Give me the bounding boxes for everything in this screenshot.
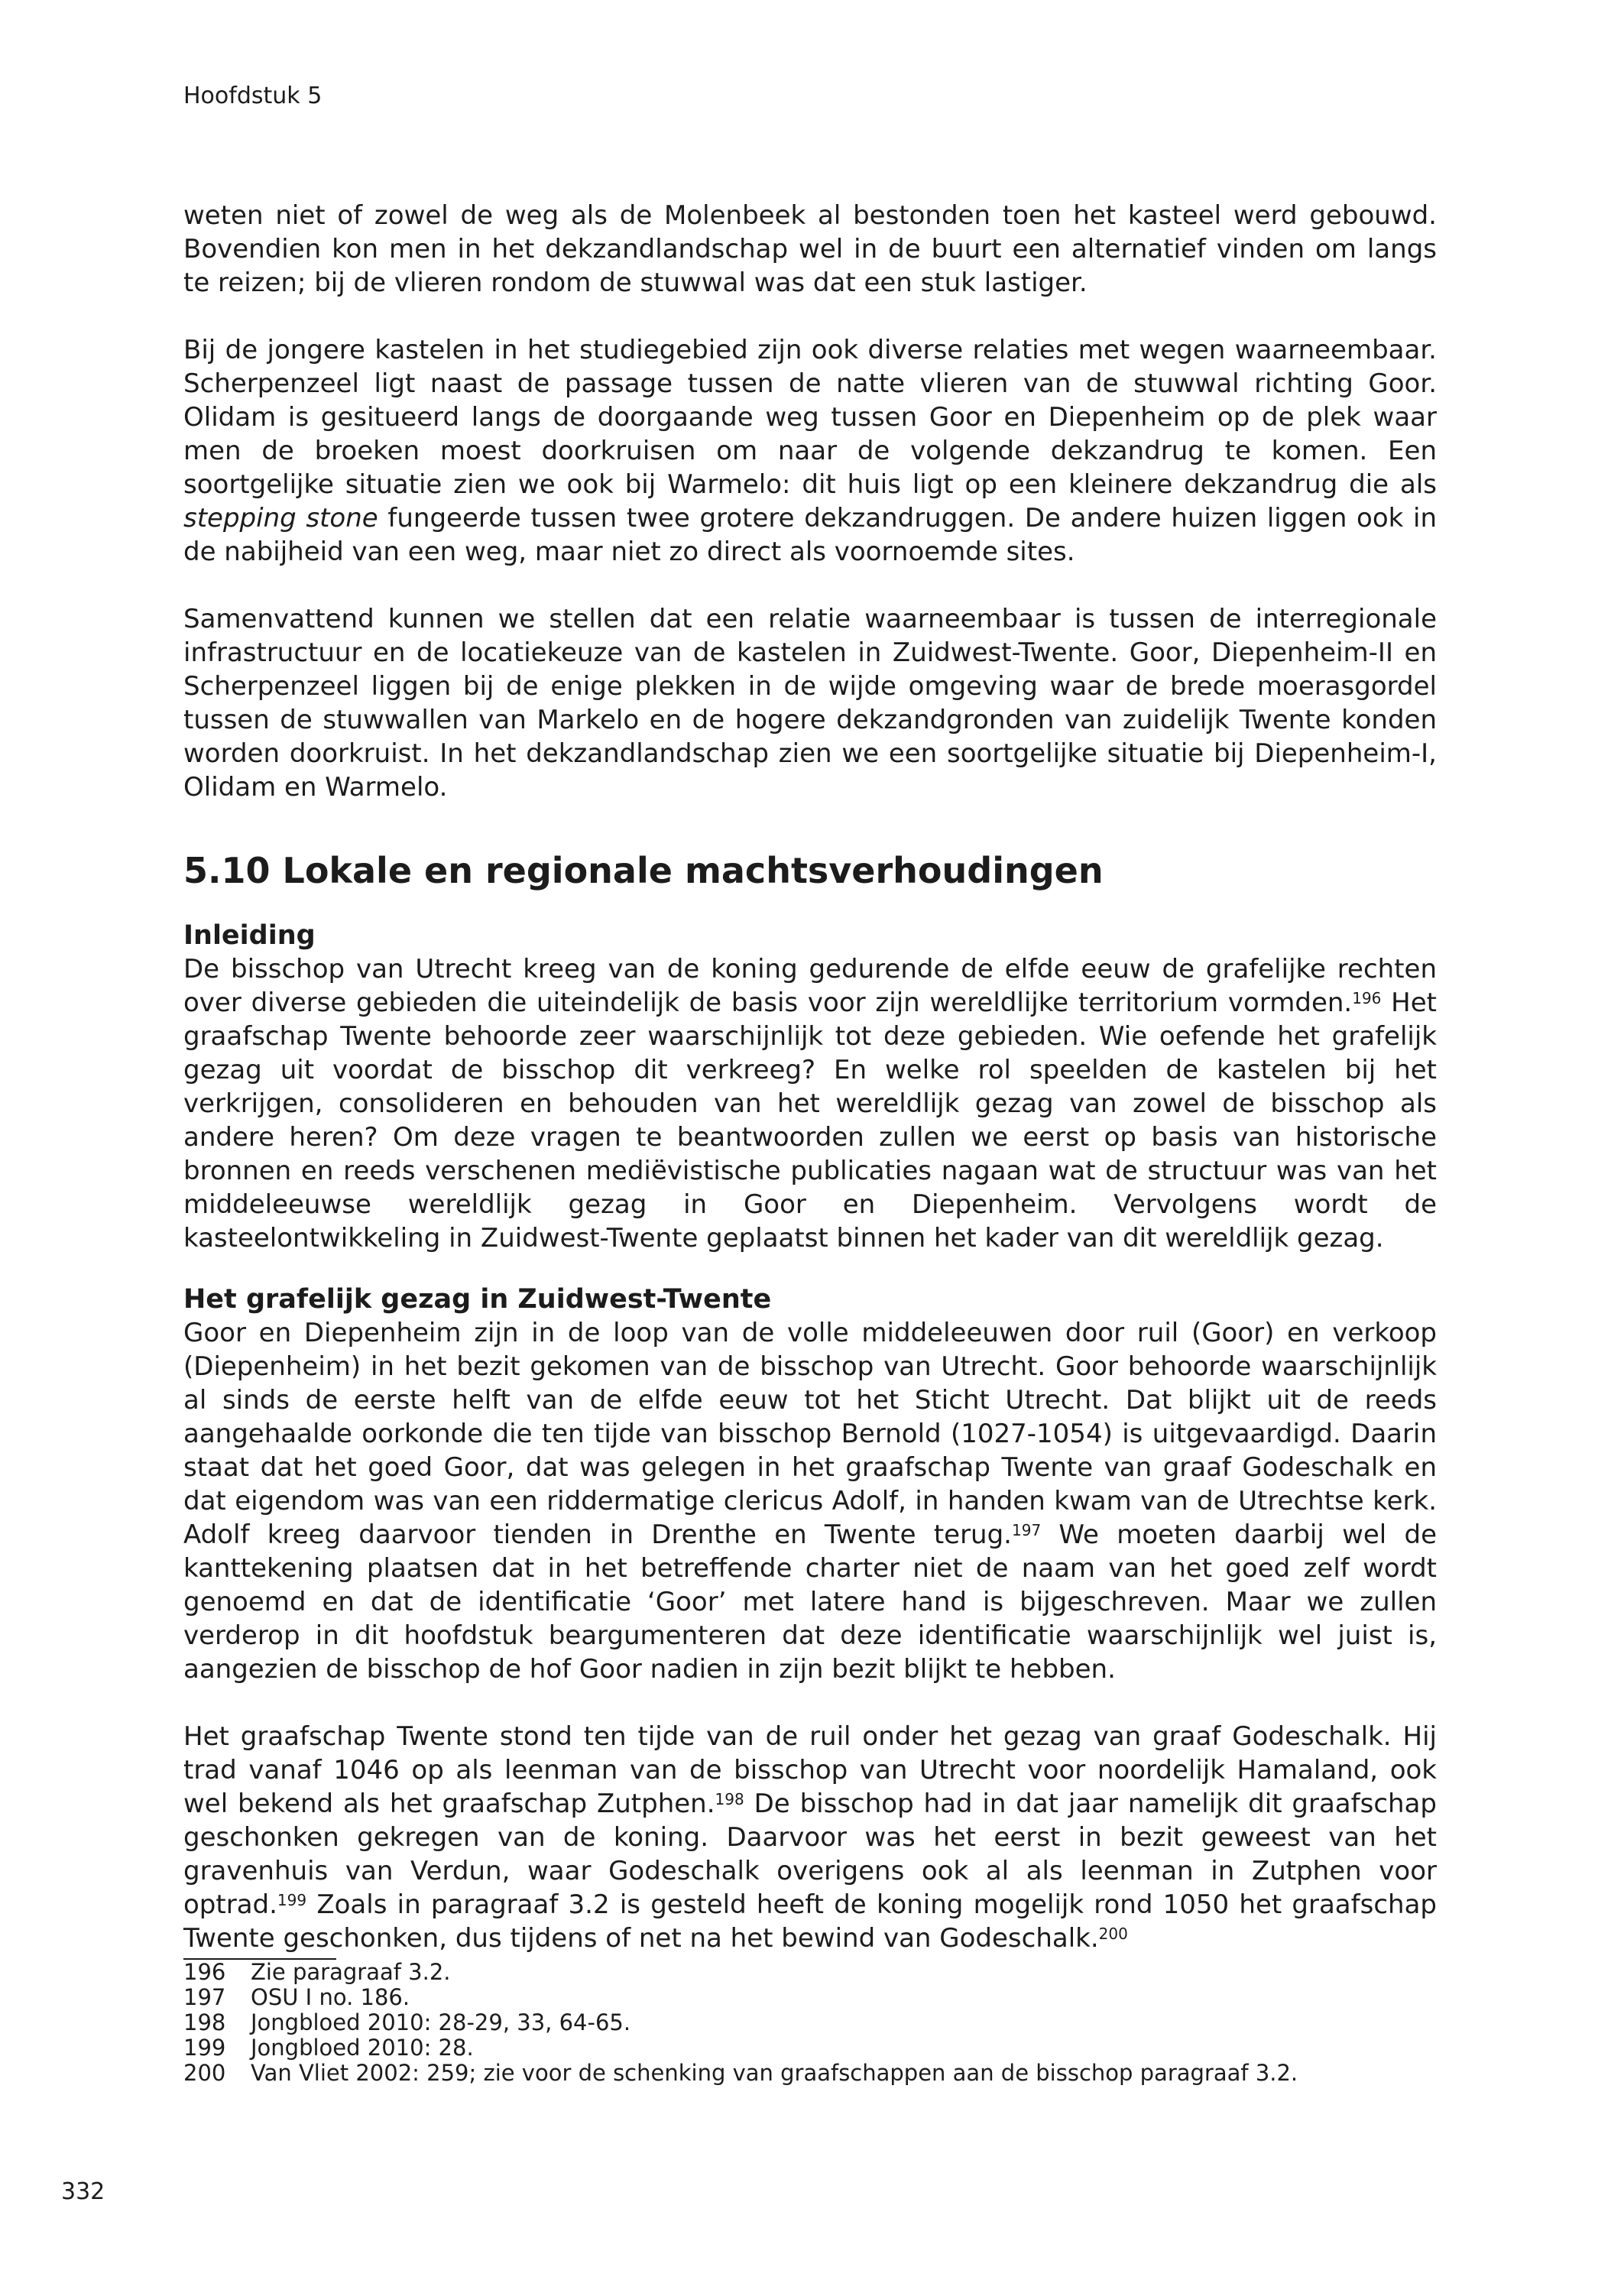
footnote-text: Van Vliet 2002: 259; zie voor de schenking van graafschappen aan de bisschop paragraaf 3.2. <box>251 2060 1298 2086</box>
section-heading: 5.10 Lokale en regionale machtsverhoudingen <box>183 850 1104 891</box>
footnote-number: 199 <box>183 2035 226 2061</box>
footnote-ref[interactable]: 196 <box>1352 989 1382 1007</box>
paragraph-text: De bisschop had in dat jaar namelijk dit graafschap geschonken gekregen van de koning. Daarvoor was het eerst in bezit geweest van het gravenhuis van Verdun, waar Godeschalk overigens ook al als leenman in Zutphen voor optrad. <box>183 1789 1437 1920</box>
paragraph: Samenvattend kunnen we stellen dat een relatie waarneembaar is tussen de interregionale infrastructuur en de locatiekeuze van de kastelen in Zuidwest-Twente. Goor, Diepenheim-II en Scherpenzeel liggen bij de enige plekken in de wijde omgeving waar de brede moerasgordel tussen de stuwwallen van Markelo en de hogere dekzandgronden van zuidelijk Twente konden worden doorkruist. In het dekzandlandschap zien we een soortgelijke situatie bij Diepenheim-I, Olidam en Warmelo. <box>183 604 1437 803</box>
paragraph-text: De bisschop van Utrecht kreeg van de koning gedurende de elfde eeuw de grafelijke rechten over diverse gebieden die uiteindelijk de basis voor zijn wereldlijke territorium vormden. <box>183 954 1437 1018</box>
footnote <box>183 2035 1437 2061</box>
page-number: 332 <box>61 2178 105 2205</box>
footnote <box>183 1985 1437 2010</box>
footnote-text: Jongbloed 2010: 28. <box>251 2035 474 2061</box>
paragraph <box>183 1316 1437 1686</box>
footnote-ref[interactable]: 198 <box>715 1790 744 1808</box>
paragraph-text: Goor en Diepenheim zijn in de loop van de volle middeleeuwen door ruil (Goor) en verkoop (Diepenheim) in het bezit gekomen van de bisschop van Utrecht. Goor behoorde waarschijnlijk al sinds de eerste helft van de elfde eeuw tot het Sticht Utrecht. Dat blijkt uit de reeds aangehaalde oorkonde die ten tijde van bisschop Bernold (1027-1054) is uitgevaardigd. Daarin staat dat het goed Goor, dat was gelegen in het graafschap Twente van graaf Godeschalk en dat eigendom was van een riddermatige clericus Adolf, in handen kwam van de Utrechtse kerk. Adolf kreeg daarvoor tienden in Drenthe en Twente terug. <box>183 1318 1437 1550</box>
footnote-text: OSU I no. 186. <box>251 1984 410 2010</box>
footnote <box>183 1960 1437 1985</box>
footnote-number: 200 <box>183 2060 226 2086</box>
paragraph-text: fungeerde tussen twee grotere dekzandruggen. De andere huizen liggen ook in de nabijheid van een weg, maar niet zo direct als voornoemde sites. <box>183 503 1438 567</box>
italic-term: stepping stone <box>183 503 378 534</box>
paragraph-text: Zoals in paragraaf 3.2 is gesteld heeft de koning mogelijk rond 1050 het graafschap Twente geschonken, dus tijdens of net na het bewind van Godeschalk. <box>183 1889 1437 1954</box>
paragraph <box>183 333 1437 569</box>
footnote <box>183 2010 1437 2035</box>
footnote-ref[interactable]: 199 <box>277 1891 307 1909</box>
footnote-number: 197 <box>183 1984 226 2010</box>
running-head: Hoofdstuk 5 <box>183 83 323 109</box>
footnote-ref[interactable]: 197 <box>1012 1521 1042 1539</box>
page-content <box>183 199 1437 2086</box>
footnote-list <box>183 1960 1437 2086</box>
footnote-number: 196 <box>183 1959 226 1985</box>
footnote-text: Zie paragraaf 3.2. <box>251 1959 451 1985</box>
footnote <box>183 2061 1437 2086</box>
paragraph-text: Het graafschap Twente stond ten tijde van de ruil onder het gezag van graaf Godeschalk. Hij trad vanaf 1046 op als leenman van de bisschop van Utrecht voor noordelijk Hamaland, ook wel bekend als het graafschap Zutphen. <box>183 1721 1437 1819</box>
subheading-grafelijk-gezag: Het grafelijk gezag in Zuidwest-Twente <box>183 1284 772 1315</box>
paragraph-text: We moeten daarbij wel de kanttekening plaatsen dat in het betreffende charter niet de naam van het goed zelf wordt genoemd en dat de identificatie ‘Goor’ met latere hand is bijgeschreven. Maar we zullen verderop in dit hoofdstuk beargumenteren dat deze identificatie waarschijnlijk wel juist is, aangezien de bisschop de hof Goor nadien in zijn bezit blijkt te hebben. <box>183 1519 1437 1685</box>
subheading-inleiding: Inleiding <box>183 920 316 951</box>
footnote-ref[interactable]: 200 <box>1098 1925 1128 1943</box>
footnote-number: 198 <box>183 2009 226 2035</box>
paragraph-text: Bij de jongere kastelen in het studiegebied zijn ook diverse relaties met wegen waarneembaar. Scherpenzeel ligt naast de passage tussen de natte vlieren van de stuwwal richting Goor. Olidam is gesitueerd langs de doorgaande weg tussen Goor en Diepenheim op de plek waar men de broeken moest doorkruisen om naar de volgende dekzandrug te komen. Een soortgelijke situatie zien we ook bij Warmelo: dit huis ligt op een kleinere dekzandrug die als <box>183 335 1437 500</box>
paragraph-text: Het graafschap Twente behoorde zeer waarschijnlijk tot deze gebieden. Wie oefende het grafelijk gezag uit voordat de bisschop dit verkreeg? En welke rol speelden de kastelen bij het verkrijgen, consolideren en behouden van het wereldlijk gezag van zowel de bisschop als andere heren? Om deze vragen te beantwoorden zullen we eerst op basis van historische bronnen en reeds verschenen mediëvistische publicaties nagaan wat de structuur was van het middeleeuwse wereldlijk gezag in Goor en Diepenheim. Vervolgens wordt de kasteelontwikkeling in Zuidwest-Twente geplaatst binnen het kader van dit wereldlijk gezag. <box>183 988 1437 1254</box>
footnote-text: Jongbloed 2010: 28-29, 33, 64-65. <box>251 2009 631 2035</box>
paragraph <box>183 952 1437 1255</box>
paragraph <box>183 1720 1437 1955</box>
paragraph: weten niet of zowel de weg als de Molenbeek al bestonden toen het kasteel werd gebouwd. Bovendien kon men in het dekzandlandschap wel in de buurt een alternatief vinden om langs te reizen; bij de vlieren rondom de stuwwal was dat een stuk lastiger. <box>183 200 1437 298</box>
